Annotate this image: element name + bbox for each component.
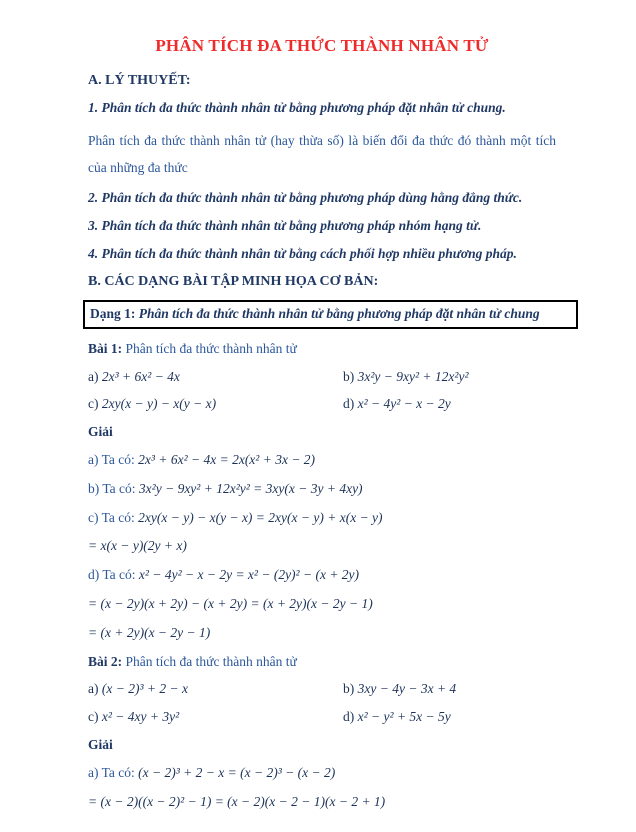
theory-method-1: 1. Phân tích đa thức thành nhân tử bằng phương pháp đặt nhân tử chung. [88, 100, 506, 116]
problem-key: a) [88, 681, 99, 697]
problem-expr: 3x²y − 9xy² + 12x²y² [357, 368, 469, 384]
solution-math: = (x − 2)((x − 2)² − 1) = (x − 2)(x − 2 − 1)(x − 2 + 1) [88, 793, 386, 809]
bai2-problem-b [343, 680, 456, 698]
bai1-solution-d-cont-2 [88, 624, 556, 642]
solution-math: = (x + 2y)(x − 2y − 1) [88, 624, 211, 640]
problem-key: c) [88, 709, 99, 725]
theory-method-3: 3. Phân tích đa thức thành nhân tử bằng phương pháp nhóm hạng tử. [88, 218, 482, 234]
bai1-solution-b [88, 480, 556, 498]
solution-prefix: a) Ta có: [88, 764, 135, 780]
theory-method-4: 4. Phân tích đa thức thành nhân tử bằng cách phối hợp nhiều phương pháp. [88, 245, 517, 261]
problem-expr: x² − 4xy + 3y² [101, 709, 180, 725]
dang1-title: Phân tích đa thức thành nhân tử bằng phương pháp đặt nhân tử chung [138, 306, 540, 322]
solution-math: = x(x − y)(2y + x) [88, 538, 187, 554]
bai2-giai-heading: Giải [88, 737, 113, 753]
section-b-heading: B. CÁC DẠNG BÀI TẬP MINH HỌA CƠ BẢN: [88, 273, 379, 289]
bai2-title: Phân tích đa thức thành nhân tử [125, 653, 297, 669]
problem-key: d) [343, 396, 355, 412]
solution-math: = (x − 2y)(x + 2y) − (x + 2y) = (x + 2y)(x − 2y − 1) [88, 596, 373, 612]
theory-method-2: 2. Phân tích đa thức thành nhân tử bằng phương pháp dùng hằng đẳng thức. [88, 190, 523, 206]
solution-math: 2x³ + 6x² − 4x = 2x(x² + 3x − 2) [138, 451, 316, 467]
bai2-label: Bài 2: [88, 653, 123, 669]
page-title: PHÂN TÍCH ĐA THỨC THÀNH NHÂN TỬ [155, 36, 489, 55]
problem-key: a) [88, 368, 99, 384]
bai2-heading [88, 653, 556, 671]
dang1-label: Dạng 1: [90, 306, 136, 322]
bai2-problem-row-1 [88, 680, 556, 698]
solution-math: 3x²y − 9xy² + 12x²y² = 3xy(x − 3y + 4xy) [138, 480, 363, 496]
problem-expr: x² − 4y² − x − 2y [357, 396, 451, 412]
dang1-box [83, 300, 578, 329]
problem-key: b) [343, 368, 355, 384]
theory-definition: Phân tích đa thức thành nhân tử (hay thừa số) là biến đổi đa thức đó thành một tích của những đa thức [88, 133, 556, 176]
bai1-problem-row-1 [88, 368, 556, 386]
bai2-solution-a [88, 764, 556, 782]
problem-expr: 2xy(x − y) − x(y − x) [101, 396, 217, 412]
solution-prefix: d) Ta có: [88, 567, 136, 583]
solution-prefix: c) Ta có: [88, 509, 135, 525]
bai1-problem-row-2 [88, 395, 556, 413]
bai1-solution-d-cont-1 [88, 595, 556, 613]
solution-math: (x − 2)³ + 2 − x = (x − 2)³ − (x − 2) [138, 764, 336, 780]
solution-math: x² − 4y² − x − 2y = x² − (2y)² − (x + 2y) [138, 567, 360, 583]
section-a-heading: A. LÝ THUYẾT: [88, 73, 191, 88]
bai1-label: Bài 1: [88, 340, 123, 356]
solution-math: 2xy(x − y) − x(y − x) = 2xy(x − y) + x(x − y) [138, 509, 383, 525]
problem-key: b) [343, 681, 355, 697]
bai1-problem-c [88, 395, 343, 413]
bai1-solution-c-cont [88, 537, 556, 555]
problem-expr: (x − 2)³ + 2 − x [101, 681, 188, 697]
bai2-problem-a [88, 680, 343, 698]
solution-prefix: b) Ta có: [88, 480, 136, 496]
bai1-solution-d [88, 566, 556, 584]
bai1-problem-d [343, 395, 451, 413]
bai1-title: Phân tích đa thức thành nhân tử [125, 340, 297, 356]
bai2-problem-d [343, 708, 451, 726]
problem-key: c) [88, 396, 99, 412]
bai1-problem-b [343, 368, 469, 386]
bai2-problem-c [88, 708, 343, 726]
bai1-heading [88, 340, 556, 358]
bai1-giai-heading: Giải [88, 424, 113, 440]
bai1-solution-a [88, 451, 556, 469]
bai1-problem-a [88, 368, 343, 386]
problem-expr: 2x³ + 6x² − 4x [101, 368, 180, 384]
problem-expr: x² − y² + 5x − 5y [357, 709, 451, 725]
problem-expr: 3xy − 4y − 3x + 4 [357, 681, 457, 697]
solution-prefix: a) Ta có: [88, 451, 135, 467]
bai2-solution-a-cont [88, 793, 556, 811]
bai2-problem-row-2 [88, 708, 556, 726]
bai1-solution-c [88, 509, 556, 527]
problem-key: d) [343, 709, 355, 725]
